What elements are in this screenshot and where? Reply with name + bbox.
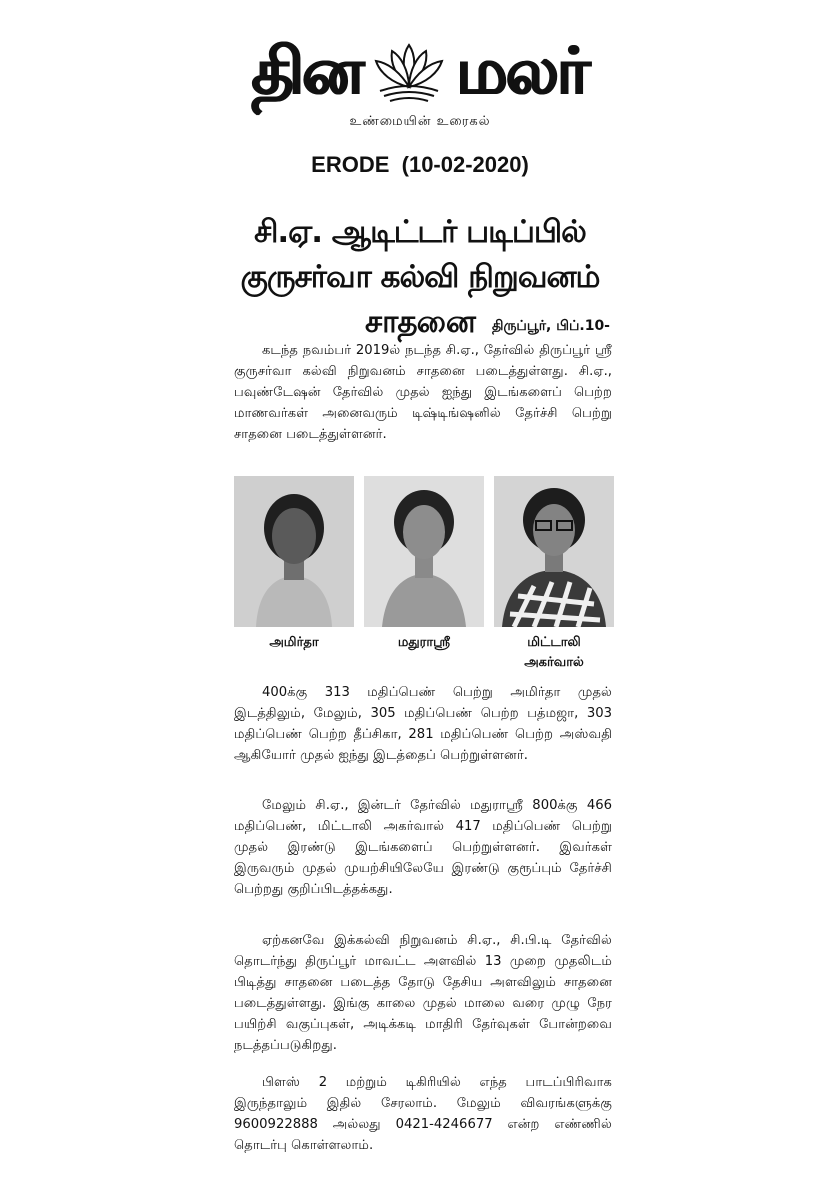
article-paragraph: பிளஸ் 2 மற்றும் டிகிரியில் எந்த பாடப்பிரிவாக இருந்தாலும் இதில் சேரலாம். மேலும் விவரங்களுக்கு 9600922888 அல்லது 0421-4246677 என்ற எண்ணில் தொடர்பு கொள்ளலாம்.	[234, 1075, 612, 1153]
headline-line-1: சி.ஏ. ஆடிட்டர் படிப்பில்	[254, 214, 586, 250]
student-photo-icon	[494, 476, 614, 627]
masthead-title-left: தின	[251, 35, 363, 109]
masthead-tagline: உண்மையின் உரைகல்	[349, 114, 491, 129]
article-paragraph: மேலும் சி.ஏ., இன்டர் தேர்வில் மதுராஸ்ரீ 800க்கு 466 மதிப்பெண், மிட்டாலி அகர்வால் 417 மதிப்பெண் பெற்று முதல் இரண்டு இடங்களைப் பெற்றுள்ளனர். இவர்கள் இருவரும் முதல் முயற்சியிலேயே இரண்டு குரூப்பும் தேர்ச்சி பெற்றது குறிப்பிடத்தக்கது.	[234, 798, 612, 897]
student-photos	[234, 476, 614, 673]
article-paragraph: 400க்கு 313 மதிப்பெண் பெற்று அமிர்தா முதல் இடத்திலும், மேலும், 305 மதிப்பெண் பெற்ற பத்மஜா, 303 மதிப்பெண் பெற்ற தீப்சிகா, 281 மதிப்பெண் பெற்ற அஸ்வதி ஆகியோர் முதல் ஐந்து இடத்தைப் பெற்றுள்ளனர்.	[234, 685, 612, 763]
lotus-icon	[372, 41, 446, 103]
article-paragraph: ஏற்கனவே இக்கல்வி நிறுவனம் சி.ஏ., சி.பி.டி தேர்வில் தொடர்ந்து திருப்பூர் மாவட்ட அளவில் 13 முறை முதலிடம் பிடித்து சாதனை படைத்த தோடு தேசிய அளவிலும் சாதனை படைத்துள்ளது. இங்கு காலை முதல் மாலை வரை முழு நேர பயிற்சி வகுப்புகள், அடிக்கடி மாதிரி தேர்வுகள் போன்றவை நடத்தப்படுகிறது.	[234, 933, 612, 1053]
student-photo-card	[234, 476, 354, 673]
headline-line-2: குருசர்வா கல்வி நிறுவனம் சாதனை	[240, 258, 600, 340]
student-photo-card	[364, 476, 484, 673]
dateline: திருப்பூர், பிப்.10-	[491, 318, 610, 334]
masthead-title-right: மலர்	[456, 35, 589, 109]
student-photo-icon	[234, 476, 354, 627]
student-photo-card	[494, 476, 614, 673]
photo-caption: மதுராஸ்ரீ	[397, 635, 451, 650]
photo-caption: அமிர்தா	[269, 635, 319, 650]
article-paragraph: கடந்த நவம்பர் 2019ல் நடந்த சி.ஏ., தேர்வில் திருப்பூர் ஸ்ரீ குருசர்வா கல்வி நிறுவனம் சாதனை படைத்துள்ளது. சி.ஏ., பவுண்டேஷன் தேர்வில் முதல் ஐந்து இடங்களைப் பெற்ற மாணவர்கள் அனைவரும் டிஷ்டிங்ஷனில் தேர்ச்சி பெற்று சாதனை படைத்துள்ளனர்.	[234, 343, 612, 442]
student-photo-icon	[364, 476, 484, 627]
edition-date: ERODE (10-02-2020)	[311, 152, 529, 177]
photo-caption: மிட்டாலி அகர்வால்	[524, 635, 584, 670]
masthead	[0, 35, 840, 130]
